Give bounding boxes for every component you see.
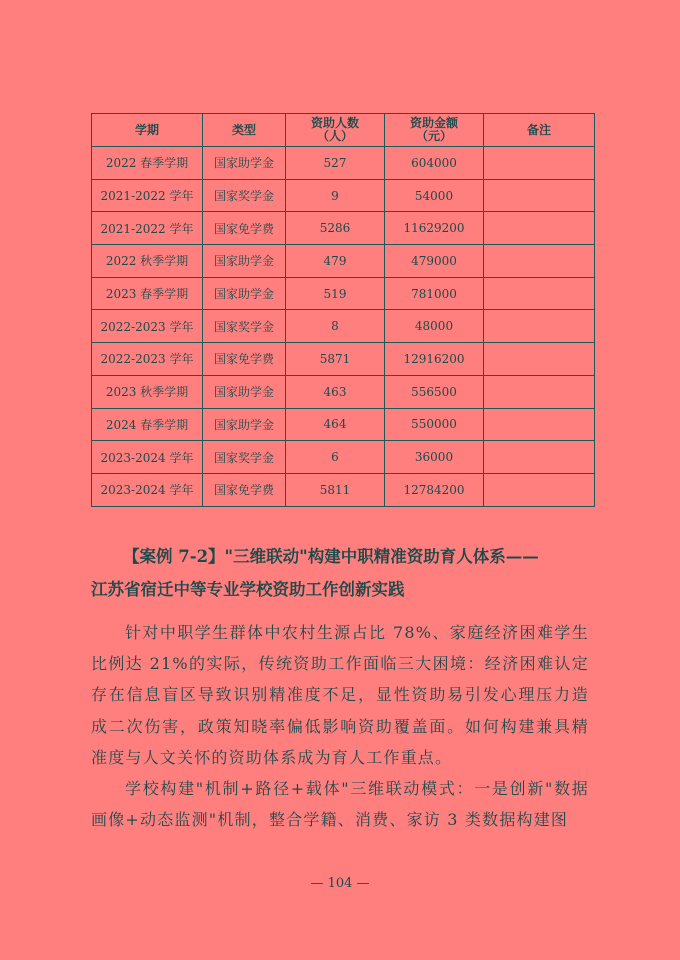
- cell-note: [484, 147, 595, 180]
- cell-amount: 604000: [385, 147, 484, 180]
- cell-type: 国家奖学金: [203, 441, 286, 474]
- cell-note: [484, 473, 595, 506]
- cell-term: 2022-2023 学年: [92, 310, 203, 343]
- cell-note: [484, 179, 595, 212]
- cell-note: [484, 441, 595, 474]
- header-note: 备注: [484, 114, 595, 147]
- cell-term: 2023-2024 学年: [92, 473, 203, 506]
- cell-term: 2022 春季学期: [92, 147, 203, 180]
- cell-count: 6: [286, 441, 385, 474]
- cell-amount: 11629200: [385, 212, 484, 245]
- cell-term: 2024 春季学期: [92, 408, 203, 441]
- cell-type: 国家免学费: [203, 212, 286, 245]
- cell-amount: 36000: [385, 441, 484, 474]
- table-row: [92, 408, 595, 441]
- cell-count: 527: [286, 147, 385, 180]
- case-heading: [91, 540, 589, 606]
- cell-amount: 556500: [385, 375, 484, 408]
- cell-count: 463: [286, 375, 385, 408]
- cell-note: [484, 277, 595, 310]
- table-row: [92, 310, 595, 343]
- cell-amount: 12784200: [385, 473, 484, 506]
- paragraph-background: 针对中职学生群体中农村生源占比 78%、家庭经济困难学生比例达 21%的实际，传统资助工作面临三大困境：经济困难认定存在信息盲区导致识别精准度不足，显性资助易引发心理压力造成二次伤害，政策知晓率偏低影响资助覆盖面。如何构建兼具精准度与人文关怀的资助体系成为育人工作重点。: [91, 623, 589, 767]
- cell-amount: 550000: [385, 408, 484, 441]
- cell-type: 国家免学费: [203, 343, 286, 376]
- cell-note: [484, 375, 595, 408]
- cell-amount: 12916200: [385, 343, 484, 376]
- cell-type: 国家助学金: [203, 277, 286, 310]
- table-header-row: [92, 114, 595, 147]
- cell-type: 国家助学金: [203, 147, 286, 180]
- cell-type: 国家助学金: [203, 245, 286, 278]
- cell-count: 5811: [286, 473, 385, 506]
- table-row: [92, 441, 595, 474]
- header-term: 学期: [92, 114, 203, 147]
- table-row: [92, 375, 595, 408]
- cell-type: 国家奖学金: [203, 179, 286, 212]
- cell-term: 2022 秋季学期: [92, 245, 203, 278]
- cell-note: [484, 343, 595, 376]
- table-row: [92, 473, 595, 506]
- table-body: [92, 147, 595, 507]
- cell-type: 国家助学金: [203, 408, 286, 441]
- cell-term: 2023 秋季学期: [92, 375, 203, 408]
- case-title-line1: 【案例 7-2】"三维联动"构建中职精准资助育人体系——: [123, 547, 539, 566]
- table-row: [92, 212, 595, 245]
- cell-term: 2021-2022 学年: [92, 212, 203, 245]
- header-amount: [385, 114, 484, 147]
- cell-count: 8: [286, 310, 385, 343]
- table-row: [92, 343, 595, 376]
- cell-count: 519: [286, 277, 385, 310]
- cell-note: [484, 408, 595, 441]
- header-amount-line2: （元）: [415, 129, 452, 143]
- cell-note: [484, 245, 595, 278]
- cell-type: 国家助学金: [203, 375, 286, 408]
- cell-term: 2021-2022 学年: [92, 179, 203, 212]
- cell-type: 国家免学费: [203, 473, 286, 506]
- cell-count: 9: [286, 179, 385, 212]
- cell-type: 国家奖学金: [203, 310, 286, 343]
- cell-term: 2023 春季学期: [92, 277, 203, 310]
- cell-amount: 48000: [385, 310, 484, 343]
- table-row: [92, 147, 595, 180]
- table-row: [92, 179, 595, 212]
- header-count-line2: （人）: [316, 129, 353, 143]
- header-type: 类型: [203, 114, 286, 147]
- table-row: [92, 277, 595, 310]
- page-number: — 104 —: [310, 876, 370, 891]
- cell-amount: 54000: [385, 179, 484, 212]
- paragraph-model: 学校构建"机制+路径+载体"三维联动模式：一是创新"数据画像+动态监测"机制，整合学籍、消费、家访 3 类数据构建图: [91, 779, 589, 830]
- cell-amount: 479000: [385, 245, 484, 278]
- table-row: [92, 245, 595, 278]
- cell-note: [484, 310, 595, 343]
- funding-table: [91, 113, 595, 507]
- header-amount-line1: 资助金额: [409, 116, 458, 130]
- cell-note: [484, 212, 595, 245]
- case-title-line2: 江苏省宿迁中等专业学校资助工作创新实践: [91, 580, 405, 599]
- cell-count: 479: [286, 245, 385, 278]
- cell-term: 2023-2024 学年: [92, 441, 203, 474]
- cell-amount: 781000: [385, 277, 484, 310]
- cell-count: 5871: [286, 343, 385, 376]
- cell-count: 5286: [286, 212, 385, 245]
- header-count-line1: 资助人数: [310, 116, 359, 130]
- cell-count: 464: [286, 408, 385, 441]
- cell-term: 2022-2023 学年: [92, 343, 203, 376]
- header-count: [286, 114, 385, 147]
